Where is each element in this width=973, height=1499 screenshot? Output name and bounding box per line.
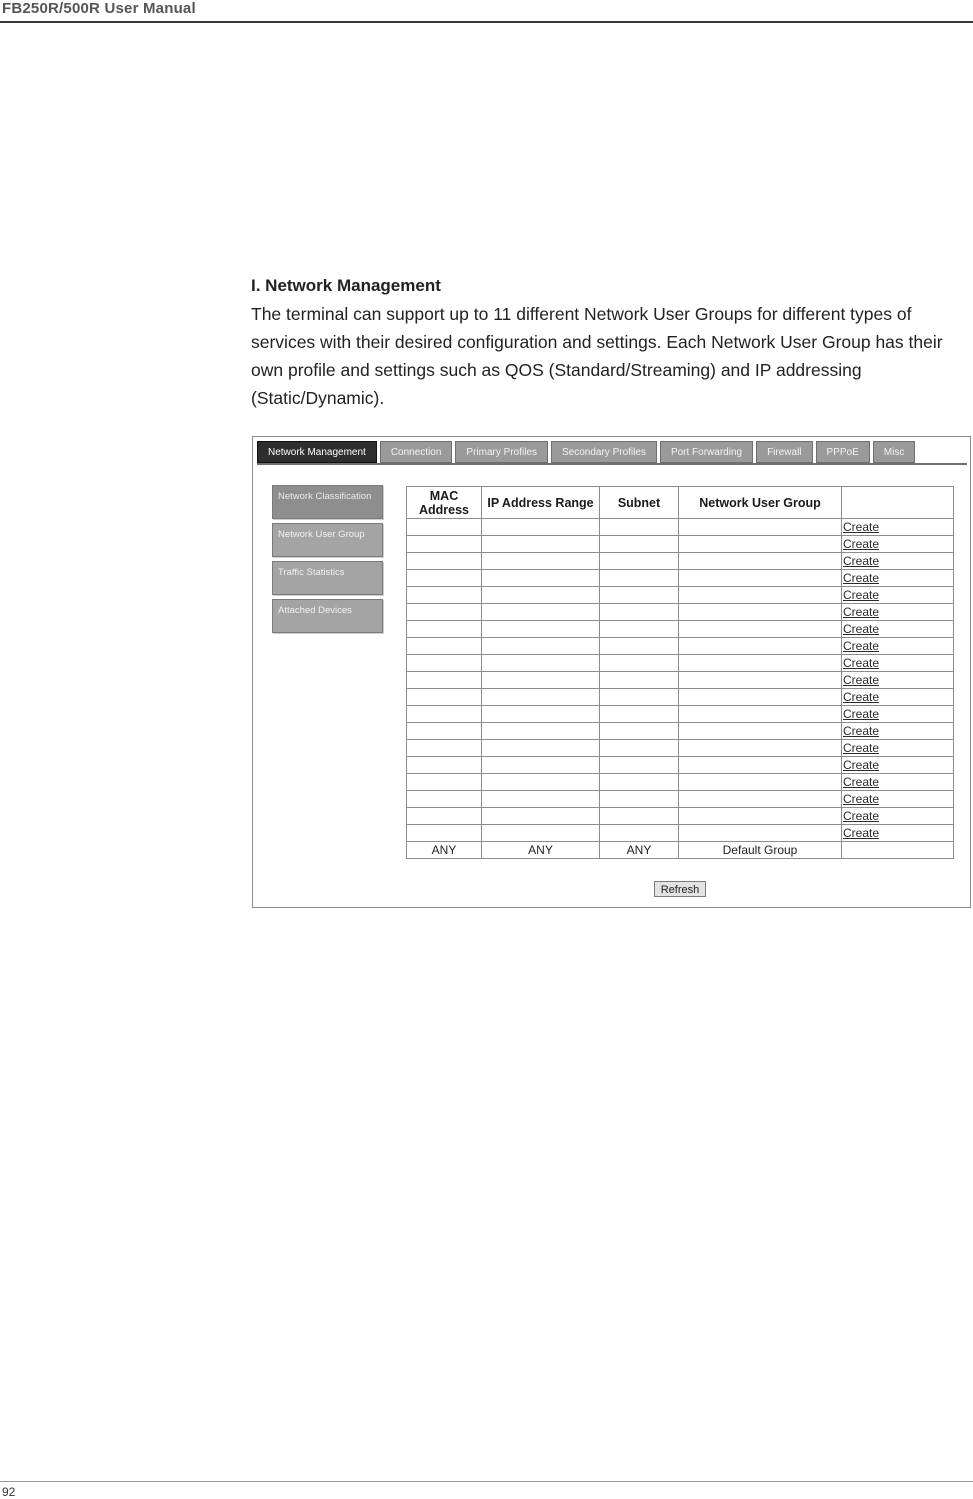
table-row: [407, 536, 954, 553]
column-header: Network User Group: [679, 487, 842, 519]
create-link[interactable]: Create: [842, 774, 954, 791]
table-row: [407, 791, 954, 808]
table-cell: [482, 553, 600, 570]
table-cell: [407, 621, 482, 638]
create-link[interactable]: Create: [842, 604, 954, 621]
table-cell: [407, 587, 482, 604]
create-link[interactable]: Create: [842, 638, 954, 655]
table-cell: [679, 621, 842, 638]
column-header: IP Address Range: [482, 487, 600, 519]
tab-bar-rule: [257, 463, 967, 465]
table-cell: [679, 774, 842, 791]
tab-secondary-profiles[interactable]: Secondary Profiles: [551, 441, 657, 463]
table-cell: [407, 740, 482, 757]
table-cell: [600, 740, 679, 757]
default-row-cell: Default Group: [679, 842, 842, 859]
create-link[interactable]: Create: [842, 536, 954, 553]
create-link[interactable]: Create: [842, 740, 954, 757]
table-cell: [679, 638, 842, 655]
table-row: [407, 723, 954, 740]
table-cell: [482, 638, 600, 655]
table-cell: [679, 587, 842, 604]
table-cell: [407, 774, 482, 791]
table-row: [407, 689, 954, 706]
table-cell: [482, 791, 600, 808]
sidebar-menu: [272, 485, 385, 637]
tab-firewall[interactable]: Firewall: [756, 441, 812, 463]
create-link[interactable]: Create: [842, 791, 954, 808]
table-cell: [407, 638, 482, 655]
table-cell: [482, 672, 600, 689]
table-cell: [679, 536, 842, 553]
table-cell: [407, 757, 482, 774]
default-group-row: [407, 842, 954, 859]
create-link[interactable]: Create: [842, 519, 954, 536]
table-cell: [407, 808, 482, 825]
table-row: [407, 706, 954, 723]
table-cell: [482, 774, 600, 791]
tab-network-management[interactable]: Network Management: [257, 441, 377, 463]
table-cell: [679, 740, 842, 757]
table-cell: [600, 604, 679, 621]
table-cell: [482, 536, 600, 553]
table-cell: [679, 689, 842, 706]
network-classification-table: [406, 486, 954, 859]
create-link[interactable]: Create: [842, 621, 954, 638]
table-cell: [482, 825, 600, 842]
section-body: The terminal can support up to 11 different Network User Groups for different types of services with their desired configuration and settings. Each Network User Group has their own profile and settings such as QOS (Standard/Streaming) and IP addressing (Static/Dynamic).: [251, 304, 943, 408]
table-cell: [679, 757, 842, 774]
table-cell: [600, 536, 679, 553]
table-cell: [407, 791, 482, 808]
create-link[interactable]: Create: [842, 825, 954, 842]
table-header-row: [407, 487, 954, 519]
table-row: [407, 570, 954, 587]
create-link[interactable]: Create: [842, 757, 954, 774]
default-row-cell: ANY: [600, 842, 679, 859]
create-link[interactable]: Create: [842, 689, 954, 706]
table-cell: [482, 723, 600, 740]
table-cell: [679, 604, 842, 621]
table-cell: [600, 706, 679, 723]
tab-pppoe[interactable]: PPPoE: [816, 441, 870, 463]
table-row: [407, 553, 954, 570]
sidebar-item-network-classification[interactable]: Network Classification: [272, 485, 383, 519]
table-cell: [482, 808, 600, 825]
tab-bar: [257, 441, 915, 465]
table-cell: [482, 587, 600, 604]
table-cell: [407, 519, 482, 536]
column-header: MAC Address: [407, 487, 482, 519]
tab-primary-profiles[interactable]: Primary Profiles: [455, 441, 548, 463]
table-cell: [407, 825, 482, 842]
sidebar-item-traffic-statistics[interactable]: Traffic Statistics: [272, 561, 383, 595]
footer-rule: [0, 1481, 973, 1482]
tab-misc[interactable]: Misc: [873, 441, 916, 463]
create-link[interactable]: Create: [842, 553, 954, 570]
create-link[interactable]: Create: [842, 672, 954, 689]
tab-connection[interactable]: Connection: [380, 441, 453, 463]
section-title: I. Network Management: [251, 276, 441, 295]
create-link[interactable]: Create: [842, 808, 954, 825]
default-row-cell: ANY: [407, 842, 482, 859]
table-cell: [482, 689, 600, 706]
table-cell: [600, 791, 679, 808]
table-cell: [679, 570, 842, 587]
table-cell: [482, 757, 600, 774]
table-cell: [679, 723, 842, 740]
create-link[interactable]: Create: [842, 587, 954, 604]
table-cell: [407, 655, 482, 672]
document-header-title: FB250R/500R User Manual: [2, 0, 196, 17]
table-cell: [600, 672, 679, 689]
table-cell: [482, 621, 600, 638]
network-management-screenshot: [252, 436, 971, 908]
table-cell: [600, 587, 679, 604]
table-cell: [407, 672, 482, 689]
table-cell: [600, 808, 679, 825]
table-cell: [600, 621, 679, 638]
table-row: [407, 587, 954, 604]
table-cell: [679, 706, 842, 723]
sidebar-item-attached-devices[interactable]: Attached Devices: [272, 599, 383, 633]
refresh-button[interactable]: Refresh: [654, 881, 706, 897]
table-cell: [679, 672, 842, 689]
table-cell: [679, 519, 842, 536]
create-link[interactable]: Create: [842, 655, 954, 672]
create-link[interactable]: Create: [842, 570, 954, 587]
table-row: [407, 774, 954, 791]
table-cell: [600, 825, 679, 842]
table-cell: [407, 536, 482, 553]
table-cell: [407, 706, 482, 723]
table-cell: [482, 570, 600, 587]
table-cell: [407, 553, 482, 570]
table-cell: [600, 655, 679, 672]
table-cell: [600, 570, 679, 587]
table-cell: [482, 519, 600, 536]
table-cell: [679, 808, 842, 825]
table-cell: [600, 757, 679, 774]
table-row: [407, 757, 954, 774]
table-cell: [407, 723, 482, 740]
table-cell: [600, 689, 679, 706]
table-cell: [407, 570, 482, 587]
table-cell: [482, 655, 600, 672]
default-row-cell: [842, 842, 954, 859]
tab-port-forwarding[interactable]: Port Forwarding: [660, 441, 753, 463]
table-row: [407, 604, 954, 621]
table-cell: [407, 604, 482, 621]
header-rule: [0, 21, 973, 23]
table-row: [407, 621, 954, 638]
table-row: [407, 519, 954, 536]
table-cell: [600, 723, 679, 740]
table-row: [407, 808, 954, 825]
table-cell: [679, 655, 842, 672]
column-header: Subnet: [600, 487, 679, 519]
column-header: [842, 487, 954, 519]
table-row: [407, 655, 954, 672]
table-cell: [600, 519, 679, 536]
table-row: [407, 825, 954, 842]
page-number: 92: [2, 1485, 16, 1499]
table-cell: [407, 689, 482, 706]
default-row-cell: ANY: [482, 842, 600, 859]
table-cell: [482, 706, 600, 723]
table-cell: [600, 553, 679, 570]
sidebar-item-network-user-group[interactable]: Network User Group: [272, 523, 383, 557]
table-cell: [482, 604, 600, 621]
table-cell: [679, 825, 842, 842]
table-row: [407, 638, 954, 655]
create-link[interactable]: Create: [842, 723, 954, 740]
table-cell: [679, 553, 842, 570]
table-cell: [679, 791, 842, 808]
table-cell: [600, 638, 679, 655]
table-cell: [600, 774, 679, 791]
table-row: [407, 672, 954, 689]
table-cell: [482, 740, 600, 757]
table-row: [407, 740, 954, 757]
create-link[interactable]: Create: [842, 706, 954, 723]
